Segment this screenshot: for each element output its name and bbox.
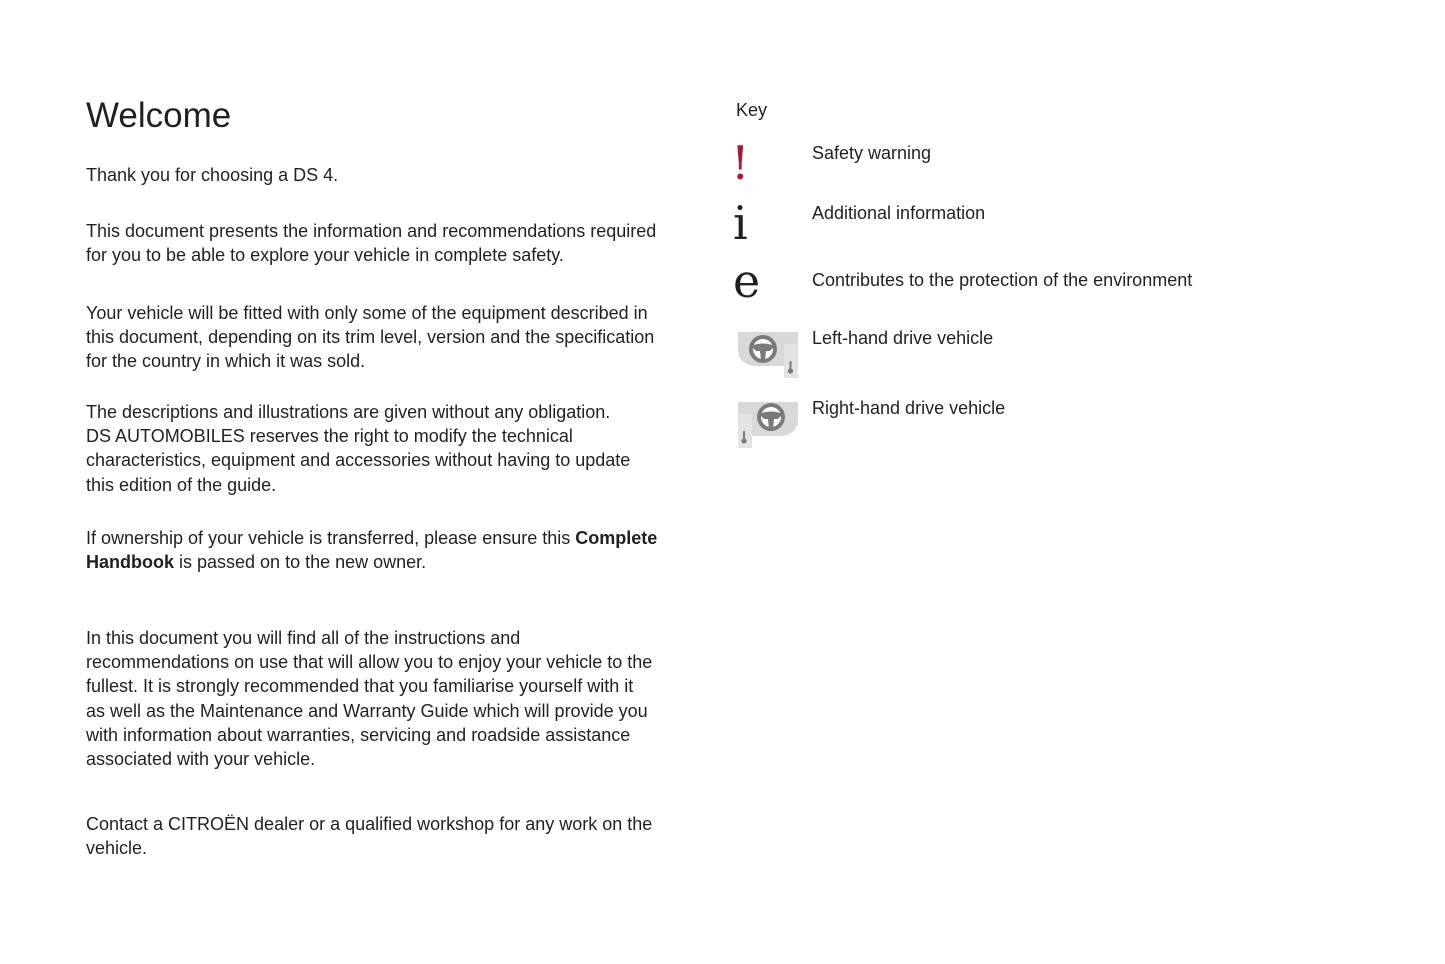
thanks-paragraph: Thank you for choosing a DS 4. [86, 165, 339, 185]
disclaimer-paragraph [86, 400, 630, 497]
text-line: characteristics, equipment and accessories without having to update [86, 450, 631, 471]
key-label-additional-information: Additional information [812, 203, 986, 223]
info-icon: i [733, 196, 748, 250]
text-line: This document presents the information and recommendations required [86, 221, 657, 241]
contact-paragraph [86, 812, 652, 860]
environment-icon: e [733, 254, 761, 308]
text-line: DS AUTOMOBILES reserves the right to modify the technical [86, 426, 573, 447]
text-run: If ownership of your vehicle is transferred, please ensure this [86, 528, 576, 548]
page-title: Welcome [86, 96, 232, 135]
equipment-paragraph [86, 301, 654, 374]
text-line: this edition of the guide. [86, 474, 277, 495]
handbook-name-part1: Complete [575, 528, 658, 548]
handbook-name-part2: Handbook [86, 552, 174, 573]
exclamation-icon: ! [731, 136, 750, 190]
text-line: with information about warranties, servicing and roadside assistance [86, 724, 631, 745]
text-line: for you to be able to explore your vehicle in complete safety. [86, 245, 564, 266]
key-label-left-hand-drive: Left-hand drive vehicle [812, 328, 994, 348]
text-line [86, 526, 657, 550]
key-label-right-hand-drive: Right-hand drive vehicle [812, 398, 1006, 418]
intro-paragraph [86, 219, 656, 267]
text-line: vehicle. [86, 838, 148, 859]
right-hand-drive-icon [736, 400, 800, 455]
key-label-safety-warning: Safety warning [812, 143, 932, 163]
key-label-environment: Contributes to the protection of the environment [812, 270, 1193, 290]
text-line [86, 550, 657, 574]
key-title: Key [736, 100, 768, 120]
ownership-paragraph [86, 526, 657, 574]
text-line: this document, depending on its trim level, version and the specification [86, 327, 655, 348]
text-line: fullest. It is strongly recommended that you familiarise yourself with it [86, 676, 634, 697]
text-line: for the country in which it was sold. [86, 351, 366, 372]
left-hand-drive-icon [736, 330, 800, 385]
text-line: In this document you will find all of the instructions and [86, 628, 521, 648]
text-line: as well as the Maintenance and Warranty Guide which will provide you [86, 700, 648, 721]
text-line: Your vehicle will be fitted with only some of the equipment described in [86, 303, 648, 323]
text-line: associated with your vehicle. [86, 749, 316, 770]
text-run: is passed on to the new owner. [174, 552, 427, 573]
instructions-paragraph [86, 626, 652, 771]
text-line: The descriptions and illustrations are given without any obligation. [86, 402, 611, 422]
text-line: recommendations on use that will allow you to enjoy your vehicle to the [86, 652, 653, 673]
text-line: Contact a CITROËN dealer or a qualified workshop for any work on the [86, 814, 653, 834]
